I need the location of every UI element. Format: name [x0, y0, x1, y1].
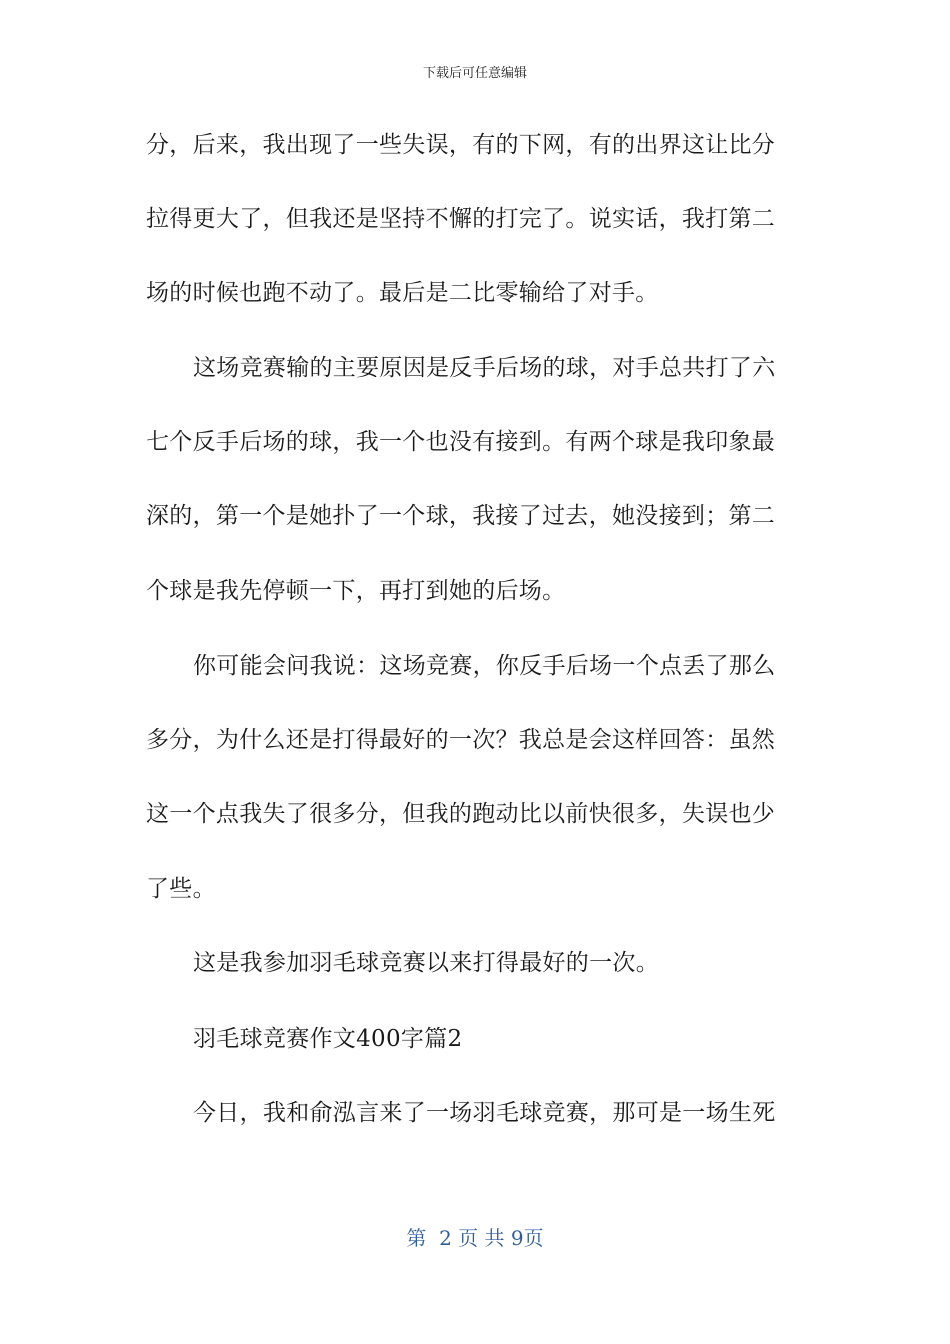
- text-line: 了些。: [146, 876, 216, 902]
- text-line: 七个反手后场的球，我一个也没有接到。有两个球是我印象最: [146, 429, 776, 455]
- text-line: 多分，为什么还是打得最好的一次？我总是会这样回答：虽然: [146, 727, 776, 753]
- paragraph-start-line: 这是我参加羽毛球竞赛以来打得最好的一次。: [193, 950, 659, 976]
- text-line: 个球是我先停顿一下，再打到她的后场。: [146, 578, 566, 604]
- paragraph-start-line: 这场竞赛输的主要原因是反手后场的球，对手总共打了六: [193, 355, 776, 381]
- section-heading: 羽毛球竞赛作文400字篇2: [193, 1026, 463, 1052]
- text-line: 分，后来，我出现了一些失误，有的下网，有的出界这让比分: [146, 132, 776, 158]
- page-footer: 第 2 页 共 9页: [406, 1226, 544, 1250]
- paragraph-start-line: 你可能会问我说：这场竞赛，你反手后场一个点丢了那么: [193, 653, 776, 679]
- page-header: 下载后可任意编辑: [422, 66, 527, 81]
- text-line: 这一个点我失了很多分，但我的跑动比以前快很多，失误也少: [146, 801, 776, 827]
- text-line: 深的，第一个是她扑了一个球，我接了过去，她没接到；第二: [146, 503, 776, 529]
- text-line: 拉得更大了，但我还是坚持不懈的打完了。说实话，我打第二: [146, 206, 776, 232]
- text-line: 场的时候也跑不动了。最后是二比零输给了对手。: [146, 280, 659, 306]
- paragraph-start-line: 今日，我和俞泓言来了一场羽毛球竞赛，那可是一场生死: [193, 1100, 776, 1126]
